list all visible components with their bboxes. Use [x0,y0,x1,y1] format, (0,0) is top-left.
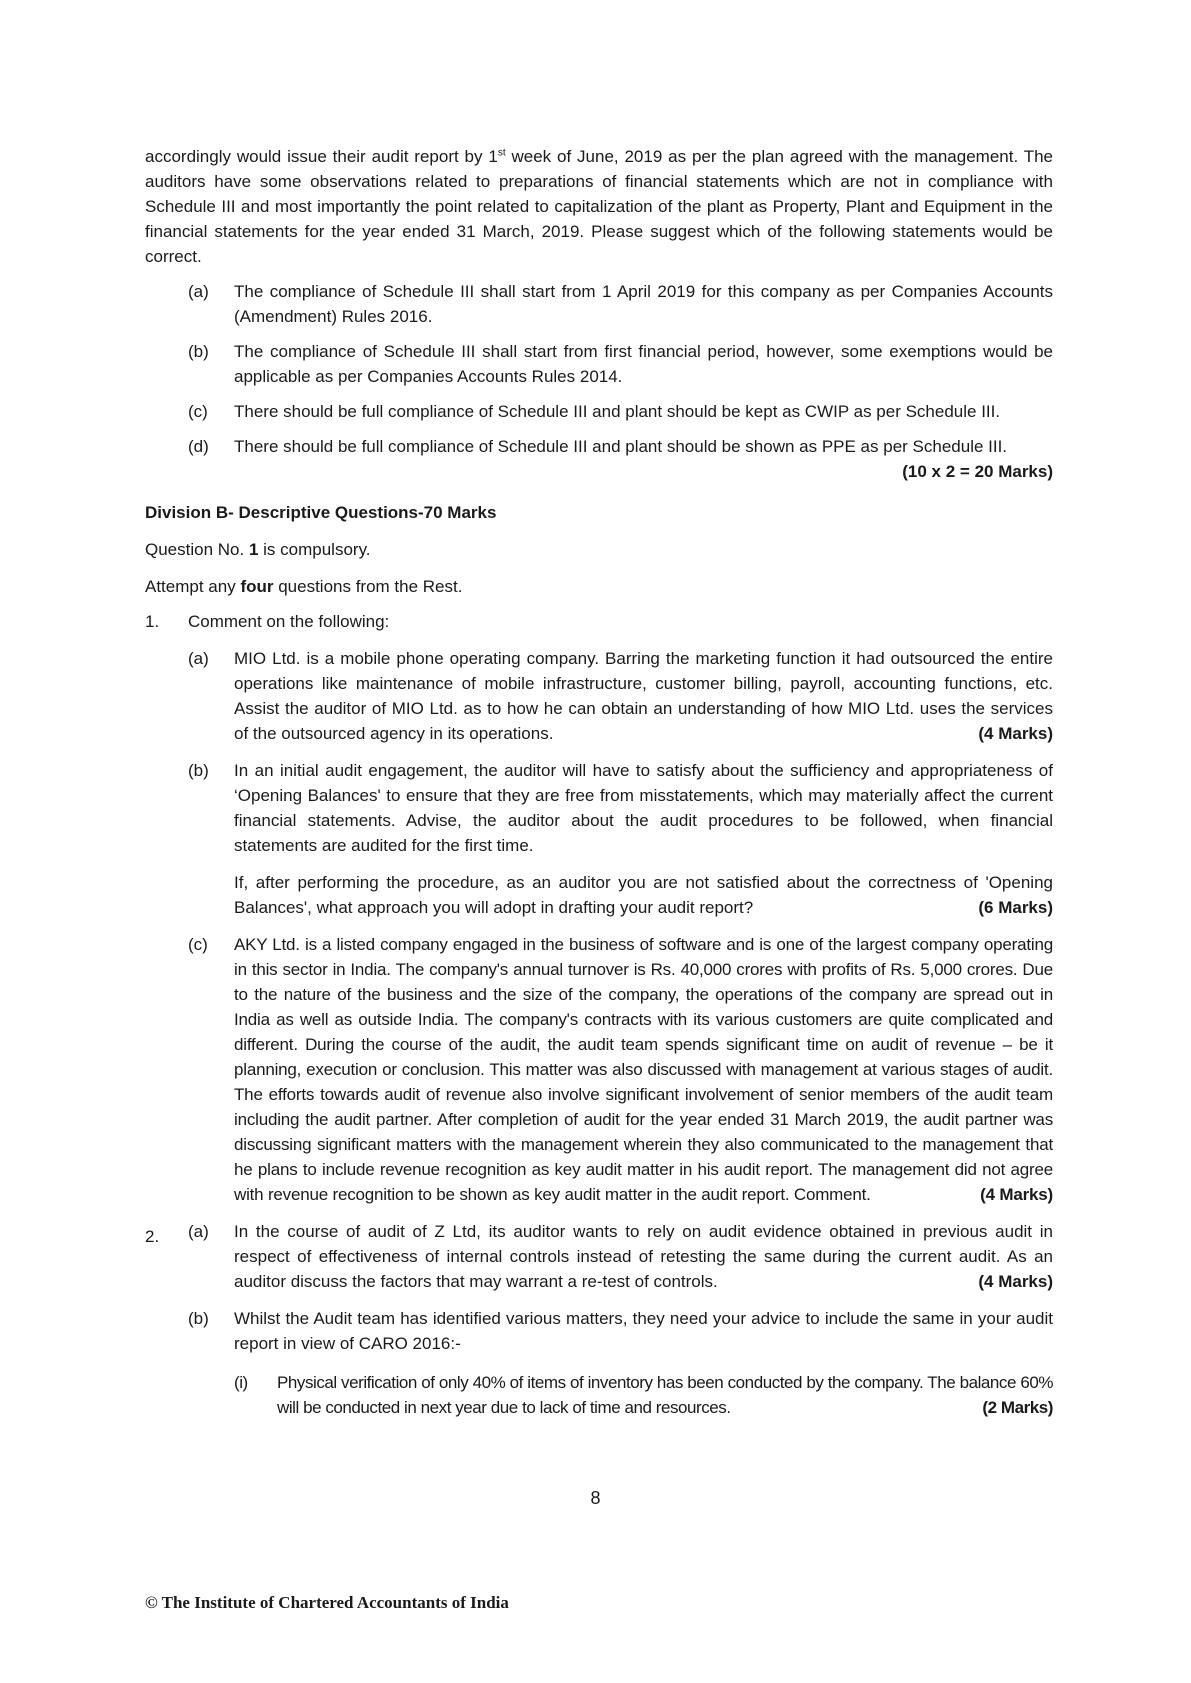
sub-text: In the course of audit of Z Ltd, its auditor wants to rely on audit evidence obtained in previous audit in respect of effectiveness of internal controls instead of retesting the same during the current audit. As an auditor discuss the factors that may warrant a re-test of controls. [234,1222,1053,1291]
sub-label: (a) [188,1222,209,1241]
option-text: There should be full compliance of Schedule III and plant should be shown as PPE as per Schedule III. [234,437,1008,456]
text: Attempt any [145,577,241,596]
option-b [188,339,1053,389]
question-title: Comment on the following: [188,612,390,631]
sub-label: (b) [188,1309,209,1328]
sub-text: Whilst the Audit team has identified various matters, they need your advice to include the same in your audit report in view of CARO 2016:- [234,1309,1053,1353]
marks-label: (10 x 2 = 20 Marks) [902,462,1053,481]
question-1c [188,932,1053,1207]
marks-label: (6 Marks) [978,898,1053,917]
question-1 [145,609,1053,634]
option-text-wrap [234,434,1053,484]
bold-text: 1 [248,540,259,559]
sub-label: (c) [188,935,208,954]
page-number: 8 [590,1488,601,1508]
option-text: The compliance of Schedule III shall start from first financial period, however, some exemptions would be applicable as per Companies Accounts Rules 2014. [234,342,1053,386]
marks-label: (4 Marks) [978,724,1053,743]
footer-copyright: © The Institute of Chartered Accountants of India [145,1593,509,1612]
text: questions from the Rest. [273,577,463,596]
marks-label: (4 Marks) [980,1185,1053,1204]
attempt-line [145,574,1053,599]
sub-text: MIO Ltd. is a mobile phone operating company. Barring the marketing function it had outsourced the entire operations like maintenance of mobile infrastructure, customer billing, payroll, accounting functions, etc. Assist the auditor of MIO Ltd. as to how he can obtain an understanding of how MIO Ltd. uses the services of the outsourced agency in its operations. [234,649,1053,743]
option-c [188,399,1053,424]
question-2a [145,1219,1053,1294]
option-label: (d) [188,437,209,456]
division-heading: Division B- Descriptive Questions-70 Marks [145,503,497,522]
sub-text-wrap [234,932,1053,1207]
question-1a [188,646,1053,746]
intro-paragraph [145,144,1053,269]
sub-label: (i) [234,1373,248,1392]
option-text: The compliance of Schedule III shall start from 1 April 2019 for this company as per Companies Accounts (Amendment) Rules 2016. [234,282,1053,326]
question-1b [188,758,1053,858]
sub-label: (a) [188,649,209,668]
sub-text: If, after performing the procedure, as an auditor you are not satisfied about the correctness of 'Opening Balances', what approach you will adopt in drafting your audit report? [234,873,1053,917]
marks-label: (2 Marks) [982,1398,1053,1417]
sub-text: Physical verification of only 40% of items of inventory has been conducted by the company. The balance 60% will be conducted in next year due to lack of time and resources. [277,1373,1053,1417]
option-d [188,434,1053,484]
sub-text-wrap [234,646,1053,746]
sub-text: In an initial audit engagement, the auditor will have to satisfy about the sufficiency and appropriateness of ‘Opening Balances' to ensure that they are free from misstatements, which may materially affect the current financial statements. Advise, the auditor about the audit procedures to be followed, when financial statements are audited for the first time. [234,761,1053,855]
option-a [188,279,1053,329]
intro-text: accordingly would issue their audit report by 1 [145,147,498,166]
text: is compulsory. [258,540,371,559]
compulsory-line [145,537,1053,562]
question-number: 1. [145,612,160,631]
question-1b-cont [234,870,1053,920]
sub-text: AKY Ltd. is a listed company engaged in the business of software and is one of the largest company operating in this sector in India. The company's annual turnover is Rs. 40,000 crores with profits of Rs. 5,000 crores. Due to the nature of the business and the size of the company, the operations of the company are spread out in India as well as outside India. The company's contracts with its various customers are quite complicated and different. During the course of the audit, the audit team spends significant time on audit of revenue – be it planning, execution or conclusion. This matter was also discussed with management at various stages of audit. The efforts towards audit of revenue also involve significant involvement of senior members of the audit team including the audit partner. After completion of audit for the year ended 31 March 2019, the audit partner was discussing significant matters with the management wherein they also communicated to the management that he plans to include revenue recognition as key audit matter in his audit report. The management did not agree with revenue recognition to be shown as key audit matter in the audit report. Comment. [234,935,1053,1204]
bold-text: four [240,577,274,596]
question-2b-i [234,1370,1053,1420]
option-label: (b) [188,342,209,361]
option-label: (c) [188,402,208,421]
sub-text-wrap [277,1370,1053,1420]
superscript: st [497,147,506,159]
page-content [145,144,1053,1420]
question-number: 2. [145,1227,160,1246]
marks-label: (4 Marks) [978,1272,1053,1291]
intro-text-cont: week of June, 2019 as per the plan agreed with the management. The auditors have some observations related to preparations of financial statements which are not in compliance with Schedule III and most importantly the point related to capitalization of the plant as Property, Plant and Equipment in the financial statements for the year ended 31 March, 2019. Please suggest which of the following statements would be correct. [145,147,1054,266]
sub-text-wrap [234,1219,1053,1294]
option-label: (a) [188,282,209,301]
question-2b [188,1306,1053,1356]
sub-label: (b) [188,761,209,780]
option-text: There should be full compliance of Schedule III and plant should be kept as CWIP as per Schedule III. [234,402,1001,421]
text: Question No. [145,540,249,559]
